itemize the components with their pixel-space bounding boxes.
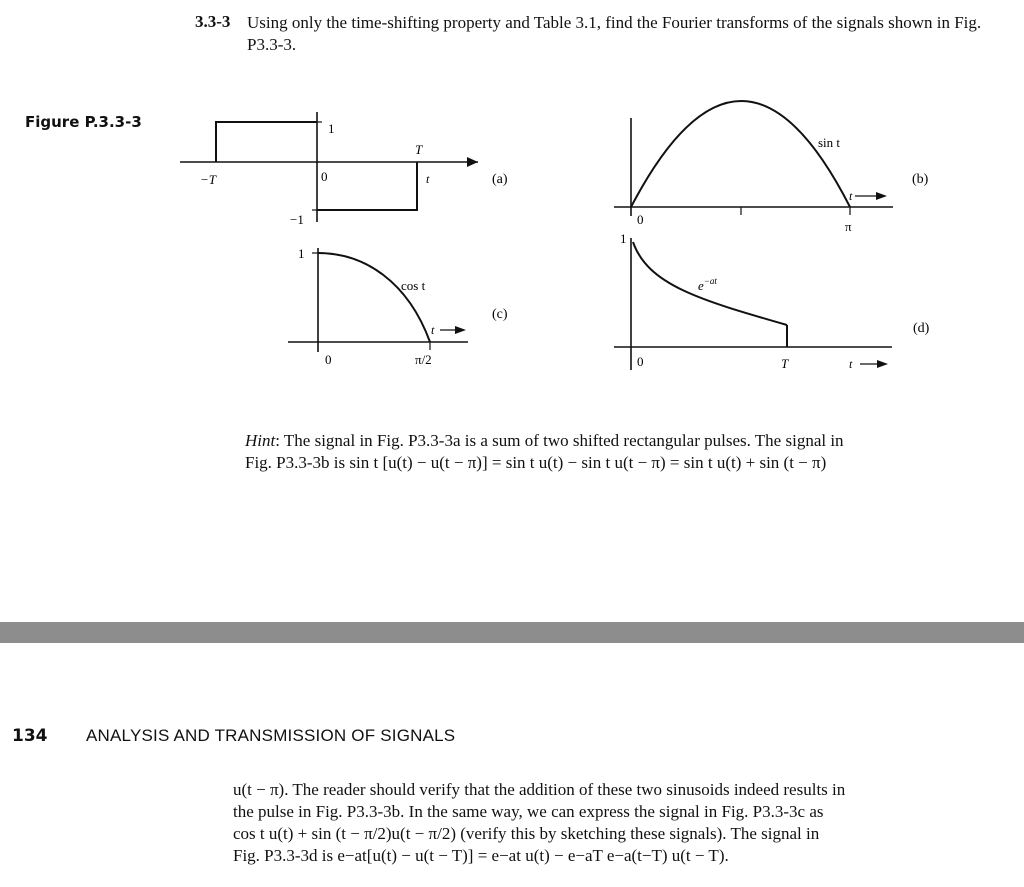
continuation-line-2: the pulse in Fig. P3.3-3b. In the same way, we can express the signal in Fig. P3.3-3c as <box>233 802 824 821</box>
b-tag: (b) <box>912 172 929 187</box>
d-t-axis-label: t <box>849 357 853 371</box>
hint-line-1: The signal in Fig. P3.3-3a is a sum of two shifted rectangular pulses. The signal in <box>283 431 844 450</box>
d-T-label: T <box>781 356 789 371</box>
c-origin-label: 0 <box>325 352 332 367</box>
hint-paragraph: Hint: The signal in Fig. P3.3-3a is a sum of two shifted rectangular pulses. The signal in Fig. P3.3-3b is sin t [u(t) − u(t − π)] = sin t u(t) − sin t u(t − π) = sin t u(t) + sin (t − π) <box>245 431 844 472</box>
b-t-axis-label: t <box>849 189 853 203</box>
c-amp-label: 1 <box>298 246 305 261</box>
d-origin-label: 0 <box>637 354 644 369</box>
subfigure-c <box>288 248 468 352</box>
problem-text: Using only the time-shifting property and Table 3.1, find the Fourier transforms of the signals shown in Fig. P3.3-3. <box>247 13 982 54</box>
b-origin-label: 0 <box>637 212 644 227</box>
c-curve-label: cos t <box>401 278 426 293</box>
page-separator <box>0 622 1024 643</box>
a-negative-pulse <box>317 162 417 210</box>
d-tag: (d) <box>913 321 930 336</box>
continuation-line-4: Fig. P3.3-3d is e−at[u(t) − u(t − T)] = e−at u(t) − e−aT e−a(t−T) u(t − T). <box>233 846 729 865</box>
page-number: 134 <box>12 726 48 746</box>
c-cosine-curve <box>318 253 430 342</box>
a-amp-pos-label: 1 <box>328 121 335 136</box>
b-pi-label: π <box>845 219 852 234</box>
a-arrowhead <box>467 157 478 167</box>
d-amp-label: 1 <box>620 231 627 246</box>
a-amp-neg-label: −1 <box>290 212 304 227</box>
continuation-paragraph <box>233 779 993 867</box>
c-pi-half-label: π/2 <box>415 352 432 367</box>
c-t-axis-label: t <box>431 323 435 337</box>
a-positive-pulse <box>216 122 317 162</box>
a-t-axis-label: t <box>426 172 430 186</box>
running-head: ANALYSIS AND TRANSMISSION OF SIGNALS <box>86 726 456 745</box>
figure-label: Figure P.3.3-3 <box>25 113 142 131</box>
a-t-neg-label: −T <box>200 172 217 187</box>
subfigure-d <box>614 238 892 370</box>
figure-p3-3-3 <box>0 0 1024 420</box>
a-t-pos-label: T <box>415 142 423 157</box>
continuation-line-3: cos t u(t) + sin (t − π/2)u(t − π/2) (verify this by sketching these signals). The signal in <box>233 824 820 843</box>
problem-number: 3.3-3 <box>195 12 231 31</box>
a-tag: (a) <box>492 172 508 187</box>
c-tag: (c) <box>492 307 508 322</box>
hint-line-2: Fig. P3.3-3b is sin t [u(t) − u(t − π)] = sin t u(t) − sin t u(t − π) = sin t u(t) + sin (t − π) <box>245 453 827 472</box>
a-origin-label: 0 <box>321 169 328 184</box>
continuation-line-1: u(t − π). The reader should verify that the addition of these two sinusoids indeed results in <box>233 780 846 799</box>
d-curve-label: $e^{-at}$ <box>698 276 717 293</box>
b-curve-label: sin t <box>818 135 841 150</box>
hint-label: Hint <box>245 431 276 450</box>
b-sine-curve <box>631 101 850 207</box>
